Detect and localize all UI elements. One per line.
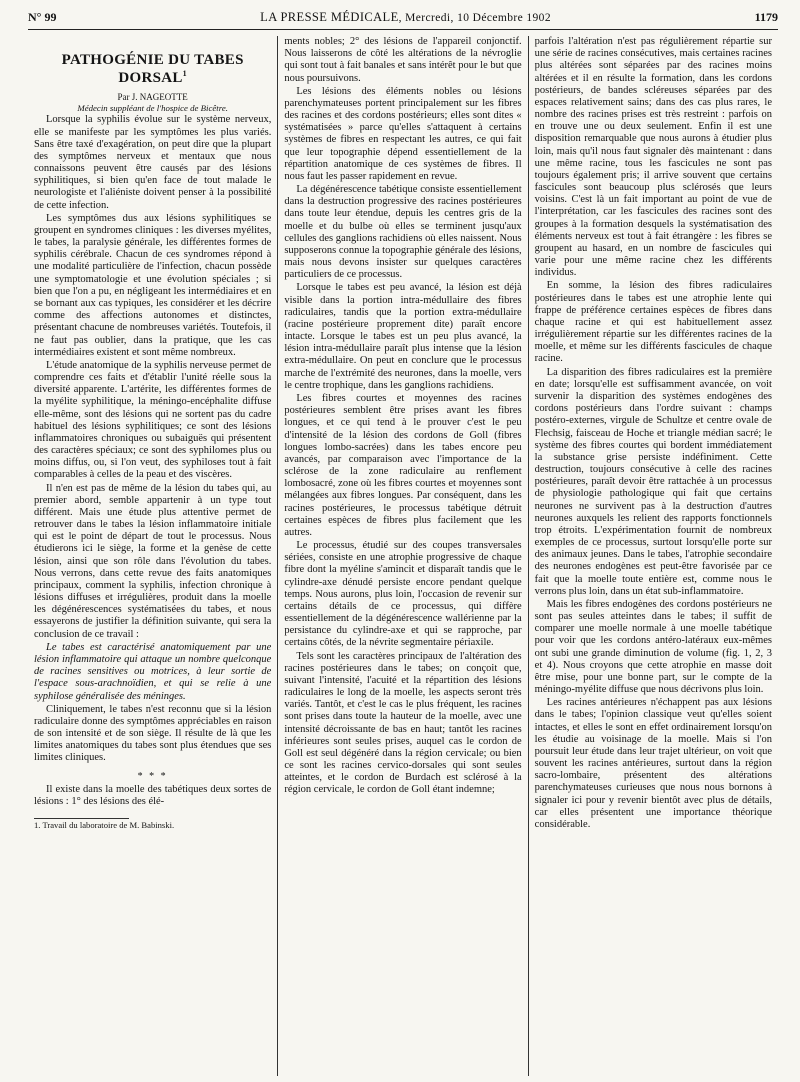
paragraph: Lorsque la syphilis évolue sur le système nerveux, elle se manifeste par les symptômes les plus variés. Sans être taxé d'exagération, on peut dire que la plupart des symptômes nerveux et mentaux que nous connaissons peuvent être causés par des lésions syphilitiques, si bien qu'en face de tout malade le neurologiste et l'aliéniste doivent penser à la possibilité de cette infection. [34,114,272,211]
footnote: 1. Travail du laboratoire de M. Babinski. [34,820,175,831]
paragraph: Lorsque le tabes est peu avancé, la lésion est déjà visible dans la portion intra-médullaire des fibres radiculaires, tandis que la portion extra-médullaire (racine postérieure proprement dite) paraît encore intacte. Lorsque le tabes est un peu plus avancé, la lésion intra-médullaire paraît plus intense que la lésion extra-médullaire. On peut en conclure que le processus marche de l'extrémité des neurones, dans la moelle, vers le centre trophique, dans les ganglions rachidiens. [284,282,522,391]
paragraph: Les fibres courtes et moyennes des racines postérieures semblent être prises avant les fibres longues, et ce qui tend à le prouver c'est le peu d'intensité de la lésion des cordons de Goll (fibres longues lombo-sacrées) dans les tabes encore peu avancés, par comparaison avec l'importance de la sclérose de la zone radiculaire au renflement lombosacré, zone où les fibres courtes et moyennes sont mélangées aux fibres longues. Par conséquent, dans les racines postérieures, le processus tabétique détruit certaines espèces de fibres plus facilement que les autres. [284,392,522,538]
paragraph: La dégénérescence tabétique consiste essentiellement dans la destruction progressive des racines postérieures dans toute leur étendue, depuis les centres gris de la moelle et du bulbe où elles se terminent jusqu'aux cellules des ganglions rachidiens où elles naissent. Nous supposerons connue la topographie générale des lésions, mais nous devons insister sur quelques caractères particuliers de ce processus. [284,184,522,281]
paragraph: Cliniquement, le tabes n'est reconnu que si la lésion radiculaire donne des symptômes appréciables en raison de son intensité et de son siège. Il résulte de là que les limites anatomiques du tabes sont plus étendues que ses limites cliniques. [34,703,272,764]
author-affiliation: Médecin suppléant de l'hospice de Bicêtre. [77,103,228,114]
paragraph: Il existe dans la moelle des tabétiques deux sortes de lésions : 1° des lésions des élé- [34,784,272,808]
definition-paragraph: Le tabes est caractérisé anatomiquement par une lésion inflammatoire qui attaque un nombre quelconque de racines sensitives ou motrices, à leur sortie de l'espace sous-arachnoïdien, et qui se relie à une syphilose généralisée des méninges. [34,641,272,702]
text-columns [28,36,778,1076]
title-footnote-mark: 1 [182,69,187,79]
author-byline: Par J. NAGEOTTE [117,91,188,102]
paragraph: La disparition des fibres radiculaires est la première en date; lorsqu'elle est suffisamment avancée, on voit survenir la disparition des systèmes endogènes des cordons postérieurs dans l'ordre suivant : champs postéro-externes, virgule de Schultze et centre ovale de Flechsig, faisceau de Hoche et triangle médian sacré; le système des fibres courtes qui bordent immédiatement la substance grise persiste indéfiniment. Cette destruction, toujours consécutive à celle des racines postérieures, paraît devoir être rattachée à un processus de physiologie pathologique qui fait que certains neurones ne survivent pas à la destruction d'autres neurones auxquels les relient des rapports fonctionnels trop étroits. L'expérimentation fournit de nombreux exemples de ce processus, surtout lorsqu'elle porte sur des animaux jeunes. Dans le tabes, l'atrophie secondaire des neurones endogènes est peut-être favorisée par ce fait que la moelle toute entière est, comme nous le verrons plus loin, dans un état sub-inflammatoire. [534,366,772,597]
paragraph: ments nobles; 2° des lésions de l'appareil conjonctif. Nous laisserons de côté les altérations de la névroglie qui sont tout à fait banales et sans intérêt pour le but que nous poursuivons. [284,36,522,84]
header-rule [28,29,778,30]
column-2 [277,36,527,1076]
paragraph: Le processus, étudié sur des coupes transversales sériées, consiste en une atrophie progressive de chaque fibre dont la myéline s'amincit et disparaît tandis que le cylindre-axe dénudé persiste encore pendant quelque temps. Nous aurons, plus loin, l'occasion de revenir sur certains détails de ce processus, qui diffère essentiellement de la dégénérescence wallérienne par la persistance du cylindre-axe et qui se rapproche, par certains côtés, de la névrite segmentaire périaxile. [284,540,522,649]
running-header [28,6,778,28]
page-number: 1179 [754,9,778,24]
journal-name: LA PRESSE MÉDICALE [260,9,399,24]
paragraph: L'étude anatomique de la syphilis nerveuse permet de comprendre ces faits et d'établir l'unité réelle sous la diversité apparente. L'artérite, les différentes formes de la myélite syphilitique, la méningo-encéphalite diffuse elle-même, sont des lésions qui ne sortent pas du cadre habituel des lésions syphilitiques; ce sont des lésions inflammatoires chroniques ou subaiguës qui présentent des caractères spéciaux; ce sont des syphilomes plus ou moins diffus, ou, si l'on veut, des syphiloses tout à fait comparables à celles de la peau et des viscères. [34,359,272,481]
section-separator: * * * [137,770,168,782]
paragraph: Il n'en est pas de même de la lésion du tabes qui, au premier abord, semble appartenir à un type tout différent. Mais une étude plus attentive permet de retrouver dans le tabes la lésion inflammatoire initiale qui est le point de départ de tout le processus. Nous étudierons ici le siège, la forme et la genèse de cette lésion, ainsi que son rôle dans l'évolution du tabes. Nous verrons, dans cette revue des faits anatomiques principaux, comment la syphilis, infection chronique à lésions diffuses et irrégulières, produit dans la moelle les dégénérescences systématisées du tabes, et nous essayerons de justifier la définition suivante, qui sera la conclusion de ce travail : [34,482,272,640]
footnote-rule [34,818,129,819]
paragraph: En somme, la lésion des fibres radiculaires postérieures dans le tabes est une atrophie lente qui frappe de préférence certaines espèces de fibres dans chaque racine et qui est habituellement assez irrégulièrement répartie sur les différentes racines de la moelle, et même sur les différents fascicules de chaque racine. [534,280,772,365]
paragraph: parfois l'altération n'est pas régulièrement répartie sur une série de racines consécutives, mais certaines racines plus altérées sont séparées par des racines moins altérées et il en résulte la formation, dans les cordons postérieurs, de bandes scléreuses séparées par des espaces relativement sains; dans des cas plus rares, le nombre des racines prises est très restreint : parfois on en trouve une ou deux seulement. Enfin il est une disposition remarquable que nous aurons à étudier plus loin, mais qu'il nous faut signaler dès maintenant : dans une même racine, tous les fascicules ne sont pas toujours également pris; il arrive souvent que certains fascicules sont beaucoup plus sclérosés que leurs voisins. C'est là un fait important au point de vue de l'interprétation, car les fascicules des racines sont des groupes à la formation desquels la systématisation des éléments nerveux est tout à fait étrangère : les fibres se groupent au hasard, en un nombre de fascicules qui varie pour une même racine chez les différents individus. [534,36,772,279]
article-title: PATHOGÉNIE DU TABES DORSAL$^1$ [61,52,244,87]
paragraph: Les racines antérieures n'échappent pas aux lésions dans le tabes; l'opinion classique veut qu'elles soient intactes, et elles le sont en effet ordinairement lorsqu'on les étudie au voisinage de la moelle. Mais si l'on poursuit leur étude dans leur trajet ultérieur, on voit que souvent les racines antérieures, surtout dans la région sacro-lombaire, présentent des altérations parenchymateuses curieuses que nous nous bornons à signaler ici pour y revenir bientôt avec plus de détails, car elles présentent une importance théorique considérable. [534,697,772,830]
paragraph: Les lésions des éléments nobles ou lésions parenchymateuses portent principalement sur les fibres des racines et des cordons postérieurs; elles sont dites « systématisées » parce qu'elles s'attaquent à certains systèmes de fibres en respectant les autres, ce qui fait que leur topographie dépend essentiellement de la répartition anatomique de ces systèmes de fibres. Il nous faut les passer rapidement en revue. [284,85,522,182]
issue-date: , Mercredi, 10 Décembre 1902 [398,11,551,24]
paragraph: Les symptômes dus aux lésions syphilitiques se groupent en syndromes cliniques : les diverses myélites, le tabes, la paralysie générale, les différentes formes de syphilis cérébrale. Chacun de ces syndromes répond à une modalité particulière de l'infection, chacun possède une symptomatologie et une évolution spéciales ; si bien que l'on a pu, en négligeant les intermédiaires et en se bornant aux cas typiques, les considérer et les décrire comme des affections autonomes et distinctes, présentant chacune de nombreuses variétés. Toutefois, il ne faut pas oublier, dans la pratique, que les cas intermédiaires existent et sont même nombreux. [34,212,272,358]
paragraph: Mais les fibres endogènes des cordons postérieurs ne sont pas seules atteintes dans le tabes; il suffit de comparer une moelle normale à une moelle tabétique pour voir que les cordons antéro-latéraux eux-mêmes ont subi une grande diminution de volume (fig. 1, 2, 3 et 4). Nous croyons que cette atrophie en masse doit être mise, pour une bonne part, sur le compte de la méningo-myélite diffuse que nous décrivons plus loin. [534,598,772,696]
paragraph: Tels sont les caractères principaux de l'altération des racines postérieures dans le tabes; on conçoit que, suivant l'intensité, l'acuité et la répartition des lésions radiculaires le long de la moelle, les aspects seront très variés. Tantôt, et c'est le cas le plus fréquent, les racines sont prises dans toute la hauteur de la moelle, avec une intensité décroissante de bas en haut; tantôt les racines inférieures sont seules prises, auquel cas le cordon de Goll est seul dégénéré dans la région cervicale; ou bien ce sont les racines cervico-dorsales qui sont seules atteintes, et le cordon de Burdach est sclérosé à la région cervicale, le cordon de Goll étant indemne; [284,650,522,796]
column-3 [528,36,778,1076]
column-1 [28,36,277,1076]
journal-title-line [260,10,551,25]
issue-number: N° 99 [28,9,57,24]
